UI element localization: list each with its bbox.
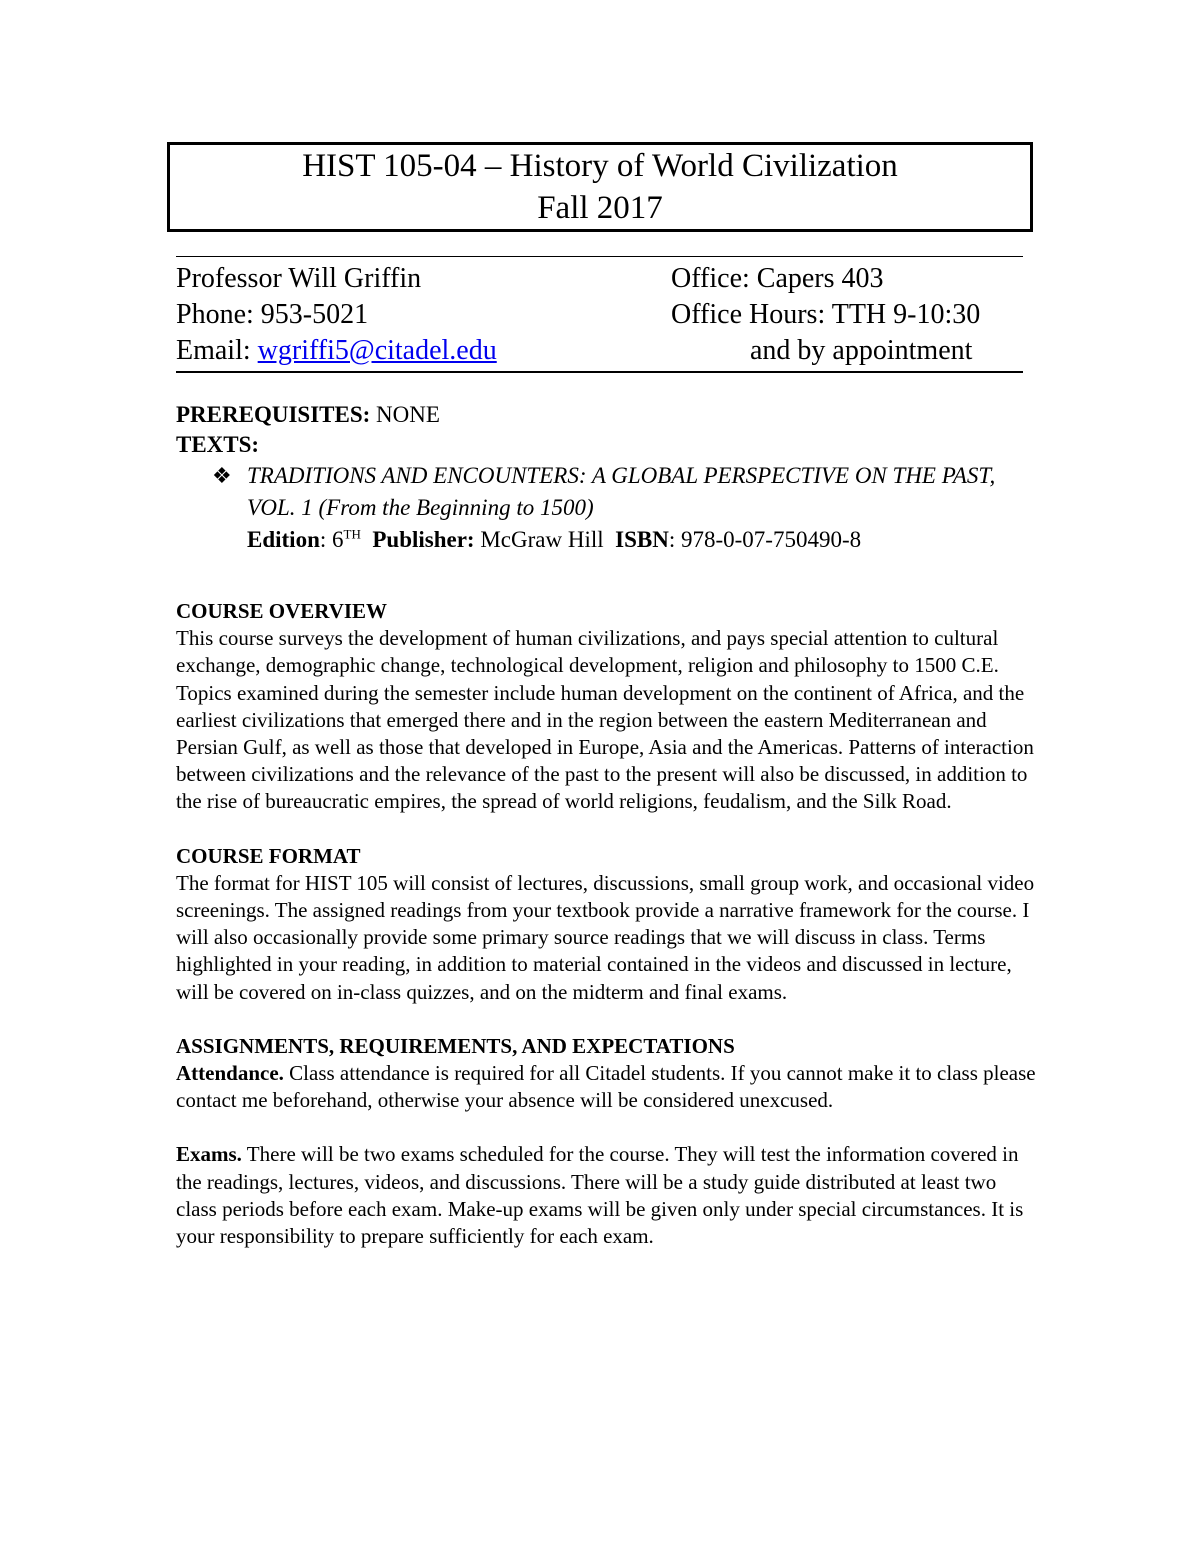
spacer bbox=[176, 816, 1036, 843]
assignments-heading: ASSIGNMENTS, REQUIREMENTS, AND EXPECTATIONS bbox=[176, 1033, 735, 1058]
publisher-label: Publisher: bbox=[372, 527, 475, 552]
prerequisites-value: NONE bbox=[370, 402, 440, 427]
contact-row-1 bbox=[176, 261, 1023, 297]
exams-label: Exams. bbox=[176, 1142, 242, 1167]
prerequisites-label: PREREQUISITES: bbox=[176, 402, 371, 427]
course-term: Fall 2017 bbox=[537, 190, 663, 226]
email-label: Email: bbox=[176, 335, 258, 366]
prerequisites-line bbox=[176, 400, 1036, 430]
spacer bbox=[176, 556, 1036, 598]
attendance-paragraph bbox=[176, 1060, 1036, 1114]
isbn-label: ISBN bbox=[615, 527, 669, 552]
phone-number: Phone: 953-5021 bbox=[176, 299, 369, 330]
professor-name: Professor Will Griffin bbox=[176, 263, 422, 294]
diamond-bullet-icon: ❖ bbox=[212, 463, 232, 488]
edition-superscript: TH bbox=[343, 526, 361, 542]
contact-block bbox=[176, 256, 1023, 373]
format-heading: COURSE FORMAT bbox=[176, 843, 361, 868]
office-hours: Office Hours: TTH 9-10:30 bbox=[671, 299, 981, 330]
textbook-title: TRADITIONS AND ENCOUNTERS: A GLOBAL PERSPECTIVE ON THE PAST, VOL. 1 (From the Beginning to 1500) bbox=[247, 463, 996, 520]
edition-separator: : bbox=[319, 527, 333, 552]
spacer bbox=[176, 1114, 1036, 1141]
isbn-value: : 978-0-07-750490-8 bbox=[668, 527, 862, 552]
course-title: HIST 105-04 – History of World Civilization bbox=[302, 148, 898, 184]
contact-row-2 bbox=[176, 297, 1023, 333]
email-line bbox=[176, 333, 497, 369]
exams-paragraph bbox=[176, 1141, 1036, 1250]
publisher-value: McGraw Hill bbox=[474, 527, 616, 552]
edition-value: 6 bbox=[332, 527, 344, 552]
course-title-box bbox=[167, 142, 1033, 232]
contact-row-3 bbox=[176, 333, 1023, 369]
attendance-label: Attendance. bbox=[176, 1061, 284, 1086]
appointment-note: and by appointment bbox=[750, 335, 973, 366]
office-location: Office: Capers 403 bbox=[671, 263, 884, 294]
format-text: The format for HIST 105 will consist of lectures, discussions, small group work, and occasional video screenings. The assigned readings from your textbook provide a narrative framework for the course. I will also occasionally provide some primary source readings that we will discuss in class. Terms highlighted in your reading, in addition to material contained in the videos and discussed in lecture, will be covered on in-class quizzes, and on the midterm and final exams. bbox=[176, 870, 1035, 1004]
overview-heading: COURSE OVERVIEW bbox=[176, 599, 388, 623]
textbook-entry bbox=[176, 460, 1036, 556]
attendance-text: Class attendance is required for all Citadel students. If you cannot make it to class please contact me beforehand, otherwise your absence will be considered unexcused. bbox=[176, 1061, 1036, 1113]
email-link[interactable]: wgriffi5@citadel.edu bbox=[257, 335, 497, 366]
textbook-details bbox=[247, 524, 1036, 556]
texts-label: TEXTS: bbox=[176, 432, 260, 457]
exams-text: There will be two exams scheduled for the course. They will test the information covered in the readings, lectures, videos, and discussions. There will be a study guide distributed at least two class periods before each exam. Make-up exams will be given only under special circumstances. It is your responsibility to prepare sufficiently for each exam. bbox=[176, 1142, 1024, 1249]
edition-label: Edition bbox=[247, 527, 320, 552]
syllabus-body bbox=[176, 400, 1036, 1250]
overview-text: This course surveys the development of human civilizations, and pays special attention to cultural exchange, demographic change, technological development, religion and philosophy to 1500 C.E. Topics examined during the semester include human development on the continent of Africa, and the earliest civilizations that emerged there and in the region between the eastern Mediterranean and Persian Gulf, as well as those that developed in Europe, Asia and the Americas. Patterns of interaction between civilizations and the relevance of the past to the present will also be discussed, in addition to the rise of bureaucratic empires, the spread of world religions, feudalism, and the Silk Road. bbox=[176, 626, 1034, 814]
spacer bbox=[176, 1006, 1036, 1033]
